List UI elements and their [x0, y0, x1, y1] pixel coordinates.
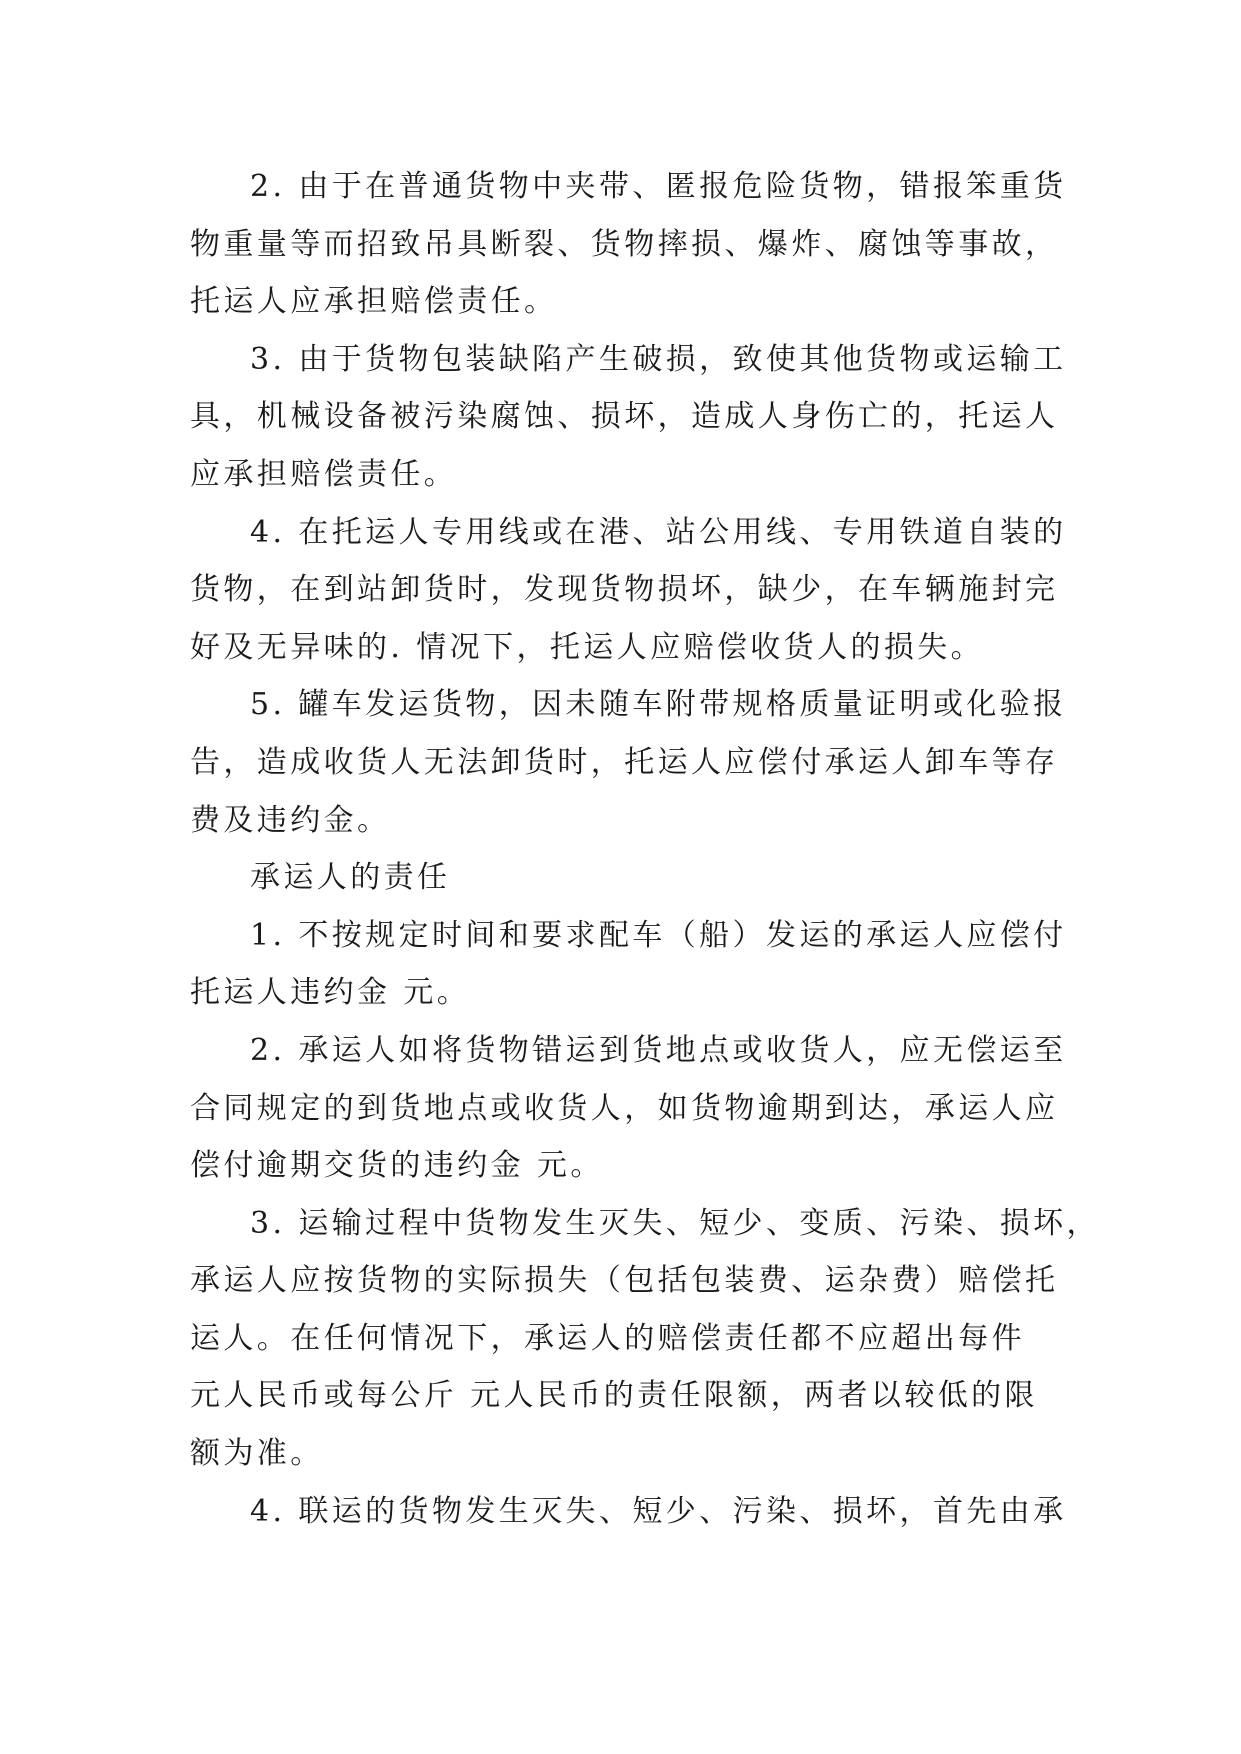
paragraph-carrier-item-4	[190, 1483, 1067, 1541]
paragraph-shipper-item-5	[190, 676, 1067, 849]
text-line: 2. 承运人如将货物错运到货地点或收货人，应无偿运至	[250, 1032, 1067, 1068]
document-body	[190, 158, 1100, 1540]
paragraph-shipper-item-4	[190, 504, 1067, 677]
text-line: 具，机械设备被污染腐蚀、损坏，造成人身伤亡的，托运人	[190, 399, 1059, 435]
text-line: 费及违约金。	[190, 802, 391, 838]
text-line: 应承担赔偿责任。	[190, 456, 458, 492]
section-heading-carrier-liability	[190, 849, 1056, 907]
paragraph-shipper-item-2	[190, 158, 1067, 331]
text-line: 合同规定的到货地点或收货人，如货物逾期到达，承运人应	[190, 1090, 1059, 1126]
text-line: 额为准。	[190, 1436, 324, 1472]
text-line: 元人民币或每公斤 元人民币的责任限额，两者以较低的限	[190, 1378, 1038, 1414]
text-line: 4. 在托运人专用线或在港、站公用线、专用铁道自装的	[250, 514, 1067, 550]
text-line: 3. 由于货物包装缺陷产生破损，致使其他货物或运输工	[250, 341, 1067, 377]
text-line: 5. 罐车发运货物，因未随车附带规格质量证明或化验报	[250, 687, 1067, 723]
text-line: 2. 由于在普通货物中夹带、匿报危险货物，错报笨重货	[250, 169, 1067, 204]
text-line: 偿付逾期交货的违约金 元。	[190, 1148, 604, 1184]
text-line: 货物，在到站卸货时，发现货物损坏，缺少，在车辆施封完	[190, 572, 1059, 608]
text-line: 托运人应承担赔偿责任。	[190, 284, 558, 320]
paragraph-carrier-item-1	[190, 907, 1067, 1022]
paragraph-carrier-item-3	[190, 1195, 1100, 1483]
section-heading: 承运人的责任	[250, 860, 451, 896]
text-line: 托运人违约金 元。	[190, 975, 471, 1011]
paragraph-shipper-item-3	[190, 331, 1067, 504]
text-line: 告，造成收货人无法卸货时，托运人应偿付承运人卸车等存	[190, 744, 1059, 780]
text-line: 运人。在任何情况下，承运人的赔偿责任都不应超出每件	[190, 1320, 1025, 1356]
text-line: 3. 运输过程中货物发生灭失、短少、变质、污染、损坏，	[250, 1205, 1100, 1241]
text-line: 4. 联运的货物发生灭失、短少、污染、损坏，首先由承	[250, 1493, 1067, 1529]
text-line: 物重量等而招致吊具断裂、货物摔损、爆炸、腐蚀等事故，	[190, 226, 1059, 262]
paragraph-carrier-item-2	[190, 1022, 1067, 1195]
text-line: 承运人应按货物的实际损失（包括包装费、运杂费）赔偿托	[190, 1263, 1059, 1299]
text-line: 好及无异味的. 情况下，托运人应赔偿收货人的损失。	[190, 629, 985, 665]
text-line: 1. 不按规定时间和要求配车（船）发运的承运人应偿付	[250, 917, 1067, 953]
